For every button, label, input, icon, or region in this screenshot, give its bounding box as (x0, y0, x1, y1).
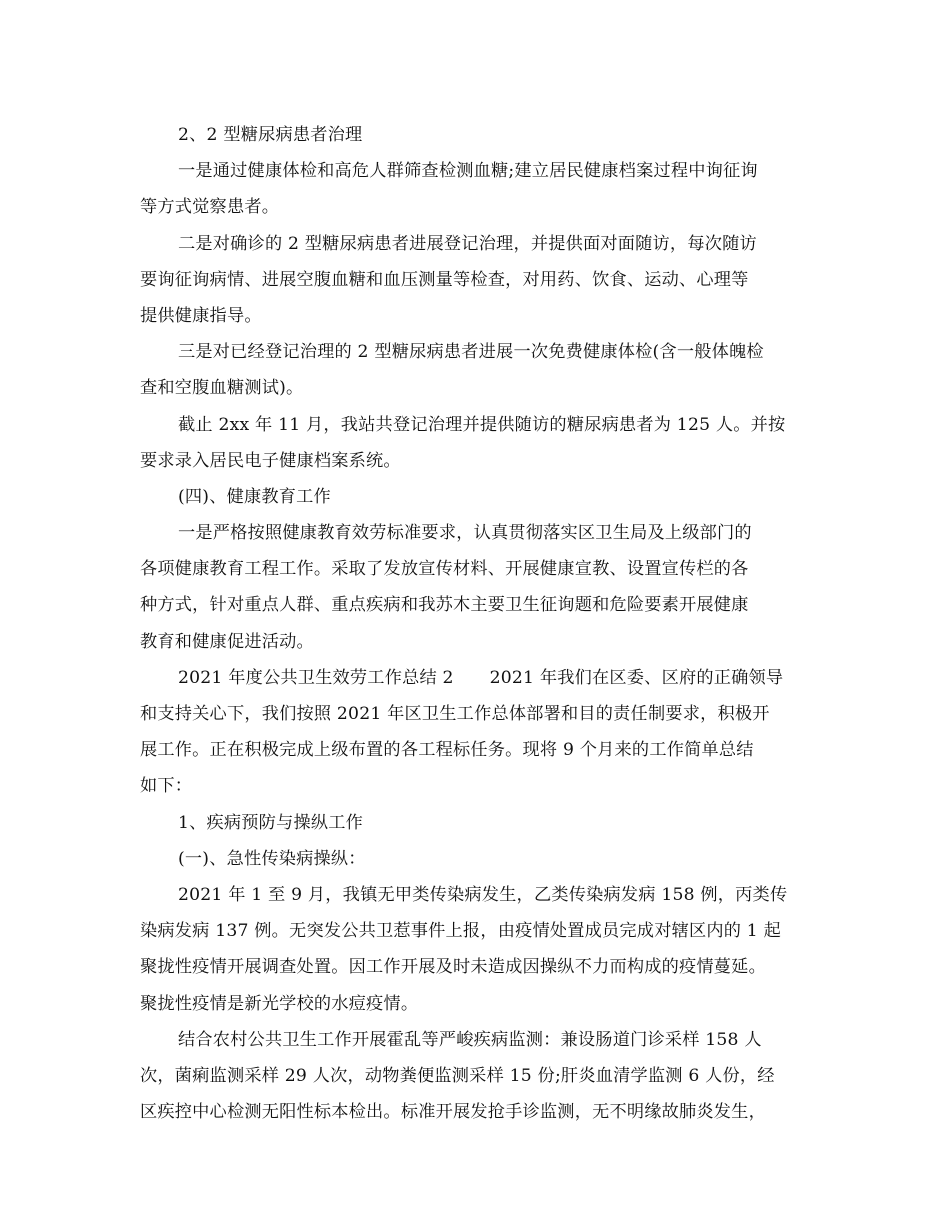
paragraph-line: 等方式觉察患者。 (140, 197, 280, 218)
document-body (140, 117, 812, 1130)
paragraph-line: 二是对确诊的 2 型糖尿病患者进展登记治理，并提供面对面随访，每次随访 (178, 233, 757, 254)
paragraph-line: 聚拢性疫情开展调查处置。因工作开展及时未造成因操纵不力而构成的疫情蔓延。 (140, 957, 766, 978)
paragraph-line: 教育和健康促进活动。 (140, 631, 314, 652)
report-intro: 2021 年我们在区委、区府的正确领导 (489, 667, 784, 688)
paragraph-line: 结合农村公共卫生工作开展霍乱等严峻疾病监测：兼设肠道门诊采样 158 人 (178, 1029, 762, 1050)
paragraph-line: 要求录入居民电子健康档案系统。 (140, 450, 401, 471)
paragraph-line: 截止 2xx 年 11 月，我站共登记治理并提供随访的糖尿病患者为 125 人。并按 (178, 414, 786, 435)
report-title: 2021 年度公共卫生效劳工作总结 2 (178, 667, 454, 688)
paragraph-line: 提供健康指导。 (140, 305, 262, 326)
section-heading: 2、2 型糖尿病患者治理 (178, 125, 363, 145)
paragraph-line: 查和空腹血糖测试)。 (140, 378, 304, 399)
paragraph-line: 展工作。正在积极完成上级布置的各工程标任务。现将 9 个月来的工作简单总结 (140, 740, 754, 761)
paragraph-line: 三是对已经登记治理的 2 型糖尿病患者进展一次免费健康体检(含一般体魄检 (178, 342, 764, 363)
paragraph-line: 染病发病 137 例。无突发公共卫惹事件上报，由疫情处置成员完成对辖区内的 1 起 (140, 921, 781, 942)
paragraph-line: 一是通过健康体检和高危人群筛查检测血糖;建立居民健康档案过程中询征询 (178, 161, 758, 182)
paragraph-line: 和支持关心下，我们按照 2021 年区卫生工作总体部署和目的责任制要求，积极开 (140, 704, 770, 724)
paragraph-line: 区疾控中心检测无阳性标本检出。标准开展发抢手诊监测，无不明缘故肺炎发生， (140, 1102, 766, 1123)
paragraph-line (140, 660, 812, 696)
section-heading: (一)、急性传染病操纵： (178, 848, 366, 869)
paragraph-line: 聚拢性疫情是新光学校的水痘疫情。 (140, 993, 419, 1014)
section-heading: (四)、健康教育工作 (178, 486, 331, 507)
paragraph-line: 要询征询病情、进展空腹血糖和血压测量等检查，对用药、饮食、运动、心理等 (140, 269, 749, 290)
paragraph-line: 种方式，针对重点人群、重点疾病和我苏木主要卫生征询题和危险要素开展健康 (140, 595, 749, 616)
paragraph-line: 各项健康教育工程工作。采取了发放宣传材料、开展健康宣教、设置宣传栏的各 (140, 559, 749, 580)
paragraph-line: 一是严格按照健康教育效劳标准要求，认真贯彻落实区卫生局及上级部门的 (178, 523, 752, 544)
section-heading: 1、疾病预防与操纵工作 (178, 812, 364, 833)
paragraph-line: 次，菌痢监测采样 29 人次，动物粪便监测采样 15 份;肝炎血清学监测 6 人份，经 (140, 1065, 775, 1086)
paragraph-line: 如下： (140, 776, 193, 797)
paragraph-line: 2021 年 1 至 9 月，我镇无甲类传染病发生，乙类传染病发病 158 例，丙类传 (178, 884, 788, 905)
